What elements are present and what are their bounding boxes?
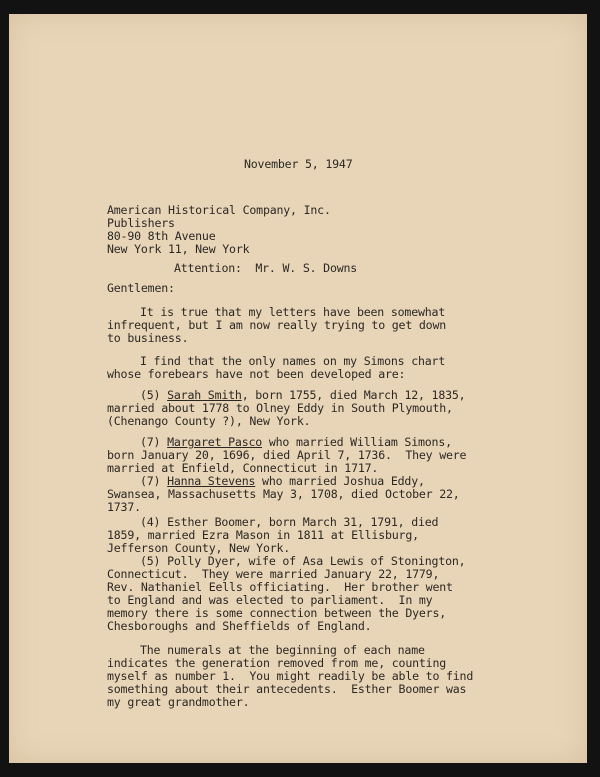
underlined-name: Hanna Stevens: [167, 474, 256, 488]
entry-text: , born 1755, died March 12, 1835,: [241, 388, 466, 402]
addressee-line-3: 80-90 8th Avenue: [107, 229, 216, 243]
entry-esther-line-3: Jefferson County, New York.: [107, 541, 291, 555]
attention-line: Attention: Mr. W. S. Downs: [174, 261, 358, 275]
entry-number: (7): [140, 474, 168, 488]
closing-line-2: indicates the generation removed from me, counting: [107, 656, 447, 670]
addressee-line-2: Publishers: [107, 216, 175, 230]
entry-hanna-line-2: Swansea, Massachusetts May 3, 1708, died October 22,: [107, 487, 460, 501]
closing-line-3: myself as number 1. You might readily be able to find: [107, 669, 474, 683]
entry-polly-line-2: Connecticut. They were married January 22, 1779,: [107, 567, 440, 581]
entry-margaret-line-2: born January 20, 1696, died April 7, 1736. They were: [107, 448, 467, 462]
closing-line-4: something about their antecedents. Esther Boomer was: [107, 682, 467, 696]
entry-esther-line-2: 1859, married Ezra Mason in 1811 at Ellisburg,: [107, 528, 419, 542]
paragraph-2-line-2: whose forebears have not been developed are:: [107, 367, 406, 381]
entry-polly-line-1: (5) Polly Dyer, wife of Asa Lewis of Stonington,: [140, 554, 466, 568]
underlined-name: Margaret Pasco: [167, 435, 263, 449]
entry-polly-line-5: memory there is some connection between the Dyers,: [107, 606, 447, 620]
entry-number: (7): [140, 435, 168, 449]
entry-number: (5): [140, 388, 168, 402]
letter-page: [9, 14, 587, 763]
entry-margaret-line-3: married at Enfield, Connecticut in 1717.: [107, 461, 379, 475]
entry-esther-line-1: (4) Esther Boomer, born March 31, 1791, died: [140, 515, 439, 529]
closing-line-5: my great grandmother.: [107, 695, 250, 709]
entry-sarah-line-3: (Chenango County ?), New York.: [107, 414, 311, 428]
addressee-line-4: New York 11, New York: [107, 242, 250, 256]
closing-line-1: The numerals at the beginning of each name: [140, 643, 425, 657]
paragraph-1-line-3: to business.: [107, 331, 189, 345]
entry-hanna-line-3: 1737.: [107, 500, 141, 514]
entry-polly-line-3: Rev. Nathaniel Eells officiating. Her brother went: [107, 580, 453, 594]
entry-polly-line-4: to England and was elected to parliament. In my: [107, 593, 433, 607]
entry-text: who married William Simons,: [262, 435, 452, 449]
salutation: Gentlemen:: [107, 281, 175, 295]
letter-date: November 5, 1947: [244, 157, 353, 171]
paragraph-1-line-1: It is true that my letters have been somewhat: [140, 305, 446, 319]
underlined-name: Sarah Smith: [167, 388, 242, 402]
paragraph-2-line-1: I find that the only names on my Simons chart: [140, 354, 446, 368]
paragraph-1-line-2: infrequent, but I am now really trying to get down: [107, 318, 447, 332]
entry-text: who married Joshua Eddy,: [255, 474, 425, 488]
addressee-line-1: American Historical Company, Inc.: [107, 203, 331, 217]
entry-polly-line-6: Chesboroughs and Sheffields of England.: [107, 619, 372, 633]
entry-sarah-line-2: married about 1778 to Olney Eddy in South Plymouth,: [107, 401, 453, 415]
